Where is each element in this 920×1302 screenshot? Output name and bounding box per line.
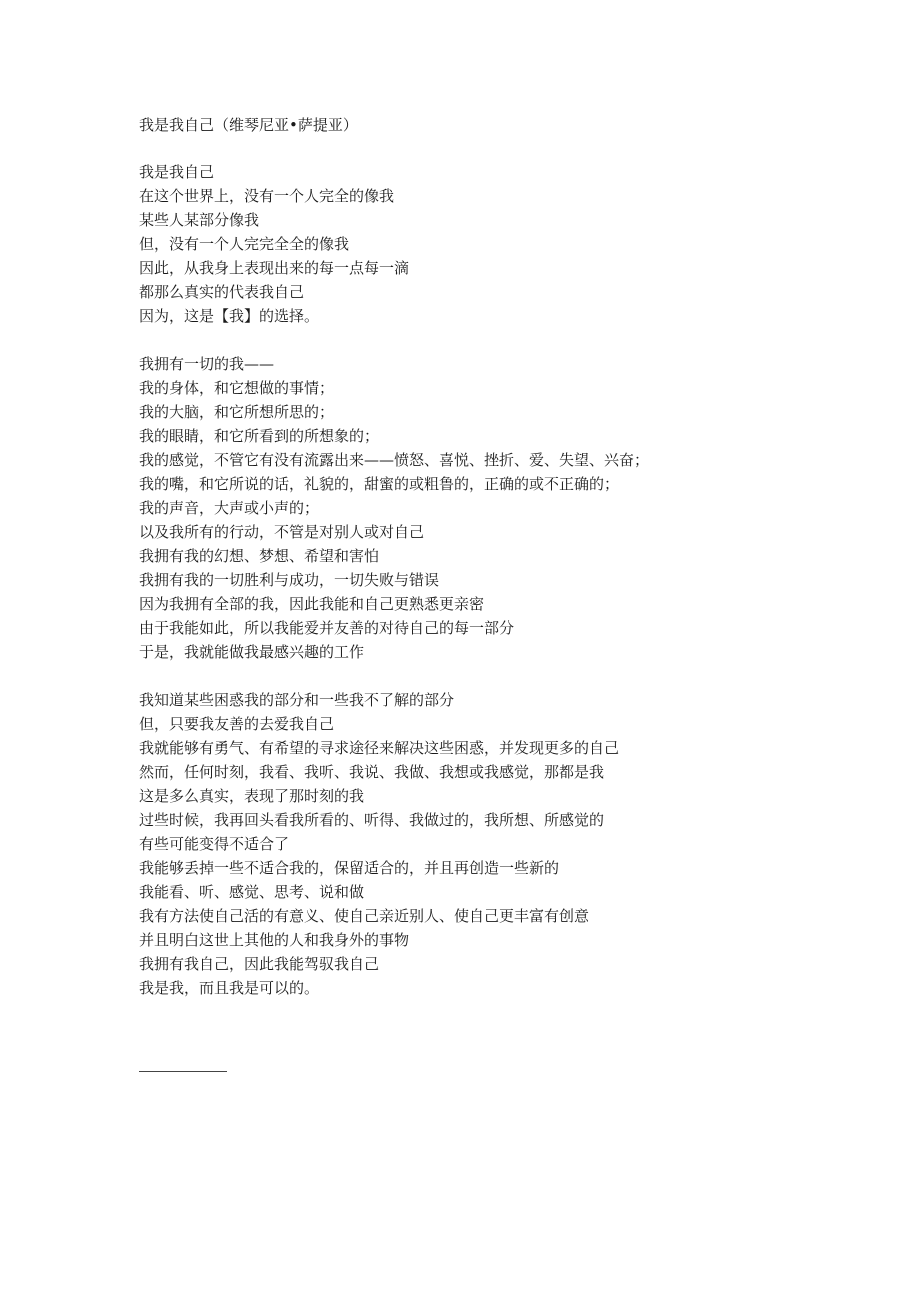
poem-line: 在这个世界上，没有一个人完全的像我	[139, 187, 395, 205]
poem-line: 然而，任何时刻，我看、我听、我说、我做、我想或我感觉，那都是我	[139, 763, 605, 781]
poem-line: 我是我自己	[139, 163, 215, 181]
poem-line: 我的嘴，和它所说的话，礼貌的，甜蜜的或粗鲁的，正确的或不正确的；	[139, 475, 620, 493]
poem-line: 我是我，而且我是可以的。	[139, 979, 320, 997]
poem-line: 并且明白这世上其他的人和我身外的事物	[139, 931, 410, 949]
poem-line: 我的声音，大声或小声的；	[139, 499, 320, 517]
poem-line: 我就能够有勇气、有希望的寻求途径来解决这些困惑，并发现更多的自己	[139, 739, 620, 757]
poem-stanza-3	[139, 688, 899, 1000]
poem-stanza-2	[139, 352, 899, 664]
poem-line: 于是，我就能做我最感兴趣的工作	[139, 643, 365, 661]
footnote-separator	[139, 1071, 227, 1072]
poem-line: 我拥有一切的我——	[139, 355, 275, 373]
poem-line: 因为我拥有全部的我，因此我能和自己更熟悉更亲密	[139, 595, 485, 613]
poem-line: 以及我所有的行动，不管是对别人或对自己	[139, 523, 425, 541]
poem-line: 我的身体，和它想做的事情；	[139, 379, 335, 397]
poem-line: 因为，这是【我】的选择。	[139, 307, 320, 325]
poem-stanza-1	[139, 160, 899, 328]
poem-line: 某些人某部分像我	[139, 211, 260, 229]
poem-line: 过些时候，我再回头看我所看的、听得、我做过的，我所想、所感觉的	[139, 811, 605, 829]
poem-line: 我能够丢掉一些不适合我的，保留适合的，并且再创造一些新的	[139, 859, 560, 877]
poem-line: 有些可能变得不适合了	[139, 835, 290, 853]
poem-line: 但，没有一个人完完全全的像我	[139, 235, 350, 253]
poem-line: 我的大脑，和它所想所思的；	[139, 403, 335, 421]
poem-line: 我拥有我的一切胜利与成功，一切失败与错误	[139, 571, 440, 589]
poem-line: 我拥有我自己，因此我能驾驭我自己	[139, 955, 380, 973]
poem-line: 我有方法使自己活的有意义、使自己亲近别人、使自己更丰富有创意	[139, 907, 590, 925]
poem-line: 我的眼睛，和它所看到的所想象的；	[139, 427, 380, 445]
poem-line: 因此，从我身上表现出来的每一点每一滴	[139, 259, 410, 277]
poem-line: 我的感觉，不管它有没有流露出来——愤怒、喜悦、挫折、爱、失望、兴奋；	[139, 451, 650, 469]
poem-line: 由于我能如此，所以我能爱并友善的对待自己的每一部分	[139, 619, 515, 637]
poem-line: 我能看、听、感觉、思考、说和做	[139, 883, 365, 901]
poem-line: 但，只要我友善的去爱我自己	[139, 715, 335, 733]
poem-line: 这是多么真实，表现了那时刻的我	[139, 787, 365, 805]
poem-line: 都那么真实的代表我自己	[139, 283, 305, 301]
poem-line: 我拥有我的幻想、梦想、希望和害怕	[139, 547, 380, 565]
poem-line: 我知道某些困惑我的部分和一些我不了解的部分	[139, 691, 455, 709]
poem-title: 我是我自己（维琴尼亚•萨提亚）	[139, 116, 358, 134]
